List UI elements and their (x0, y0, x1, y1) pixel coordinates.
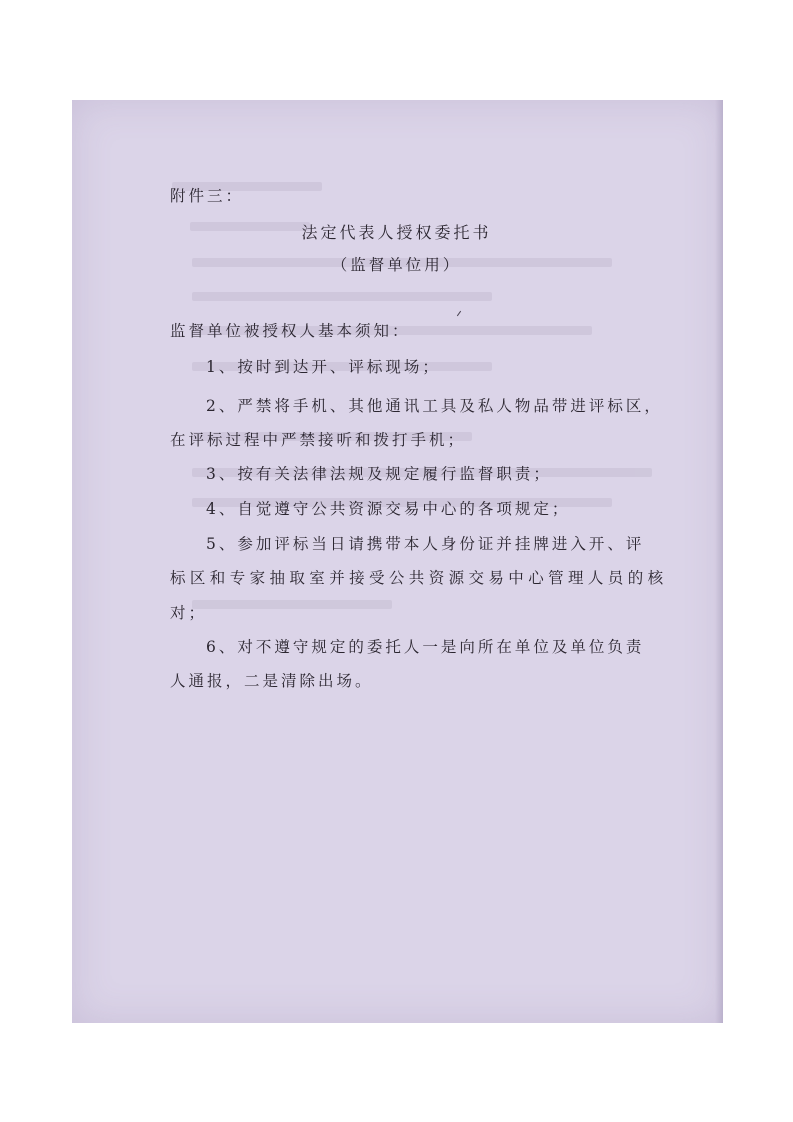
notice-item-5: 5、参加评标当日请携带本人身份证并挂牌进入开、评 (206, 535, 645, 553)
notice-item-6-continued: 人通报，二是清除出场。 (170, 672, 374, 690)
notice-item-3: 3、按有关法律法规及规定履行监督职责； (206, 465, 552, 483)
notice-item-2-continued: 在评标过程中严禁接听和拨打手机； (170, 431, 467, 449)
attachment-label: 附件三： (170, 187, 245, 205)
notice-item-5-end: 对； (170, 604, 208, 622)
notice-item-6: 6、对不遵守规定的委托人一是向所在单位及单位负责 (206, 638, 645, 656)
notice-item-1: 1、按时到达开、评标现场； (206, 358, 441, 376)
document-title: 法定代表人授权委托书 (301, 223, 492, 242)
notice-item-4: 4、自觉遵守公共资源交易中心的各项规定； (206, 500, 571, 518)
document-subtitle: （监督单位用） (331, 256, 462, 274)
intro-heading: 监督单位被授权人基本须知： (170, 322, 411, 340)
notice-item-2: 2、严禁将手机、其他通讯工具及私人物品带进评标区， (206, 397, 663, 415)
pen-mark (457, 311, 461, 316)
notice-item-5-continued: 标区和专家抽取室并接受公共资源交易中心管理人员的核 (170, 569, 668, 587)
